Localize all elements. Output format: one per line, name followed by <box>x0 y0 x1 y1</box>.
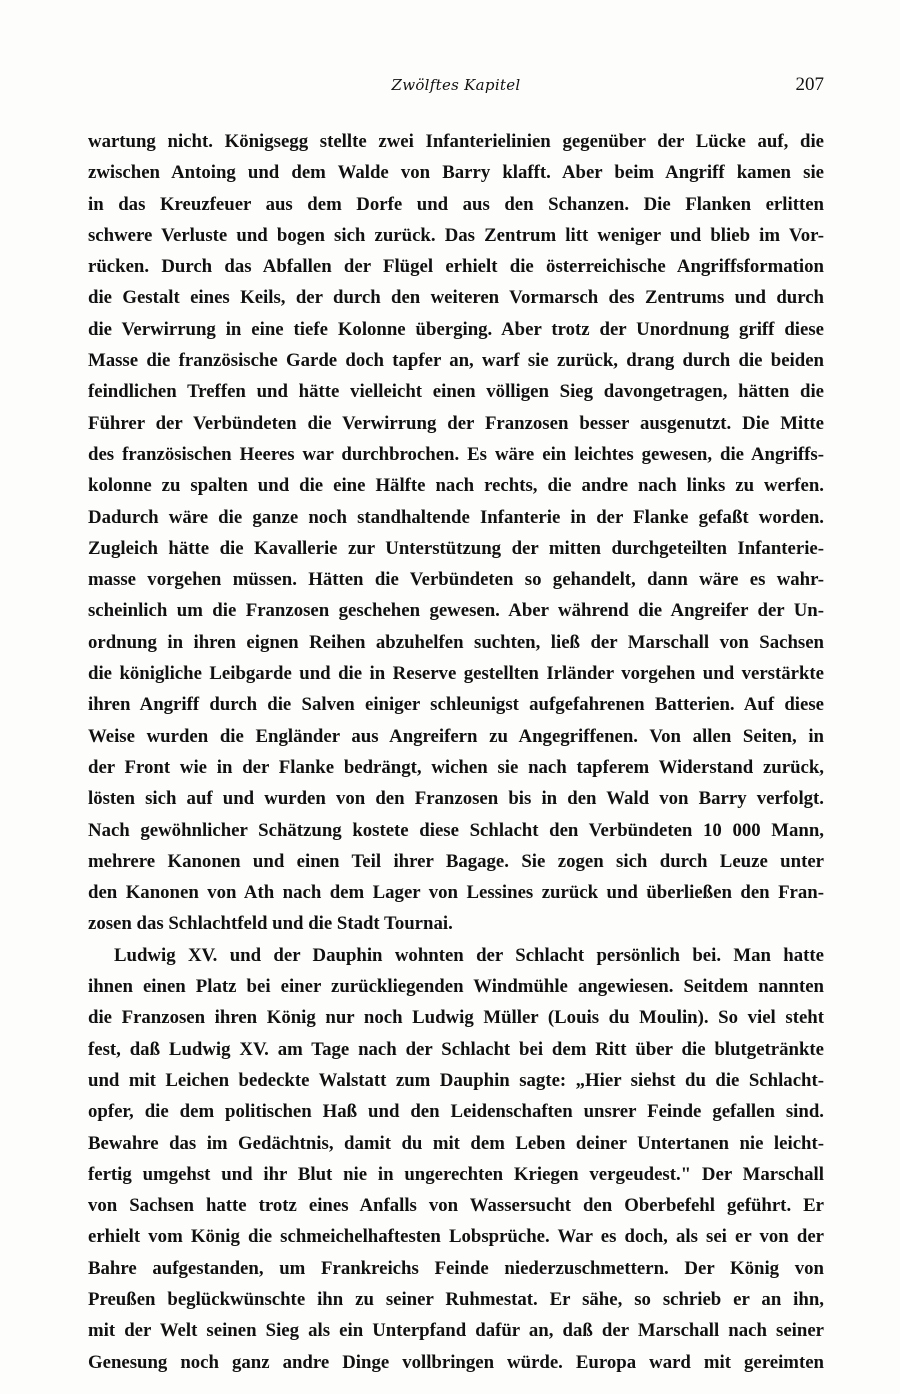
text-line: schwere Verluste und bogen sich zurück. Das Zentrum litt weniger und blieb im Vor- <box>88 224 824 246</box>
text-line: den Kanonen von Ath nach dem Lager von Lessines zurück und überließen den Fran- <box>88 882 824 904</box>
text-line: mehrere Kanonen und einen Teil ihrer Bagage. Sie zogen sich durch Leuze unter <box>88 850 824 872</box>
text-line: ordnung in ihren eignen Reihen abzuhelfen suchten, ließ der Marschall von Sachsen <box>88 631 824 653</box>
text-line: von Sachsen hatte trotz eines Anfalls von Wassersucht den Oberbefehl geführt. Er <box>88 1195 824 1217</box>
text-line: Dadurch wäre die ganze noch standhaltende Infanterie in der Flanke gefaßt worden. <box>88 506 824 528</box>
text-line: lösten sich auf und wurden von den Franzosen bis in den Wald von Barry verfolgt. <box>88 788 824 810</box>
text-line: Ludwig XV. und der Dauphin wohnten der Schlacht persönlich bei. Man hatte <box>114 944 824 966</box>
text-line: zwischen Antoing und dem Walde von Barry klafft. Aber beim Angriff kamen sie <box>88 162 824 184</box>
page-number: 207 <box>795 74 824 95</box>
text-line: ihnen einen Platz bei einer zurückliegenden Windmühle angewiesen. Seitdem nannten <box>88 976 824 998</box>
text-line: Nach gewöhnlicher Schätzung kostete diese Schlacht den Verbündeten 10 000 Mann, <box>88 819 824 841</box>
text-line: fest, daß Ludwig XV. am Tage nach der Schlacht bei dem Ritt über die blutgetränkte <box>88 1038 824 1060</box>
text-line: mit der Welt seinen Sieg als ein Unterpfand dafür an, daß der Marschall nach seiner <box>88 1320 824 1342</box>
running-header <box>88 76 824 102</box>
text-line: die Verwirrung in eine tiefe Kolonne überging. Aber trotz der Unordnung griff diese <box>88 318 824 340</box>
text-line: masse vorgehen müssen. Hätten die Verbündeten so gehandelt, dann wäre es wahr- <box>88 569 824 591</box>
text-line: wartung nicht. Königsegg stellte zwei Infanterielinien gegenüber der Lücke auf, die <box>88 131 824 152</box>
text-line: die Franzosen ihren König nur noch Ludwig Müller (Louis du Moulin). So viel steht <box>88 1007 824 1029</box>
text-line: zosen das Schlachtfeld und die Stadt Tournai. <box>88 913 453 935</box>
text-line: Bewahre das im Gedächtnis, damit du mit dem Leben deiner Untertanen nie leicht- <box>88 1132 824 1154</box>
text-line: opfer, die dem politischen Haß und den Leidenschaften unsrer Feinde gefallen sind. <box>88 1101 824 1123</box>
paragraph-2 <box>88 940 824 1378</box>
text-line: Führer der Verbündeten die Verwirrung der Franzosen besser ausgenutzt. Die Mitte <box>88 412 824 434</box>
paragraph-1 <box>88 126 824 940</box>
text-line: kolonne zu spalten und die eine Hälfte nach rechts, die andre nach links zu werfen. <box>88 475 824 497</box>
text-line: die Gestalt eines Keils, der durch den weiteren Vormarsch des Zentrums und durch <box>88 287 824 309</box>
chapter-title: Zwölftes Kapitel <box>391 76 521 94</box>
text-line: feindlichen Treffen und hätte vielleicht einen völligen Sieg davongetragen, hätten die <box>88 381 824 403</box>
text-line: in das Kreuzfeuer aus dem Dorfe und aus den Schanzen. Die Flanken erlitten <box>88 193 824 215</box>
text-line: ihren Angriff durch die Salven einiger schleunigst aufgefahrenen Batterien. Auf diese <box>88 694 824 716</box>
text-line: rücken. Durch das Abfallen der Flügel erhielt die österreichische Angriffsformation <box>88 256 824 278</box>
text-line: Genesung noch ganz andre Dinge vollbringen würde. Europa ward mit gereimten <box>88 1351 824 1373</box>
body-text <box>88 126 824 1378</box>
text-line: Bahre aufgestanden, um Frankreichs Feinde niederzuschmettern. Der König von <box>88 1257 824 1279</box>
text-line: der Front wie in der Flanke bedrängt, wichen sie nach tapferem Widerstand zurück, <box>88 756 824 778</box>
text-line: erhielt vom König die schmeichelhaftesten Lobsprüche. War es doch, als sei er von der <box>88 1226 824 1248</box>
text-line: scheinlich um die Franzosen geschehen gewesen. Aber während die Angreifer der Un- <box>88 600 824 622</box>
text-line: Zugleich hätte die Kavallerie zur Unterstützung der mitten durchgeteilten Infanterie- <box>88 537 824 559</box>
text-line: des französischen Heeres war durchbrochen. Es wäre ein leichtes gewesen, die Angriffs- <box>88 443 824 465</box>
text-line: die königliche Leibgarde und die in Reserve gestellten Irländer vorgehen und verstärkte <box>88 663 824 685</box>
text-line: Preußen beglückwünschte ihn zu seiner Ruhmestat. Er sähe, so schrieb er an ihn, <box>88 1288 824 1310</box>
text-line: und mit Leichen bedeckte Walstatt zum Dauphin sagte: „Hier siehst du die Schlacht- <box>88 1069 824 1091</box>
text-line: fertig umgehst und ihr Blut nie in ungerechten Kriegen vergeudest." Der Marschall <box>88 1163 824 1185</box>
text-line: Weise wurden die Engländer aus Angreifern zu Angegriffenen. Von allen Seiten, in <box>88 725 824 747</box>
text-line: Masse die französische Garde doch tapfer an, warf sie zurück, drang durch die beiden <box>88 350 824 372</box>
